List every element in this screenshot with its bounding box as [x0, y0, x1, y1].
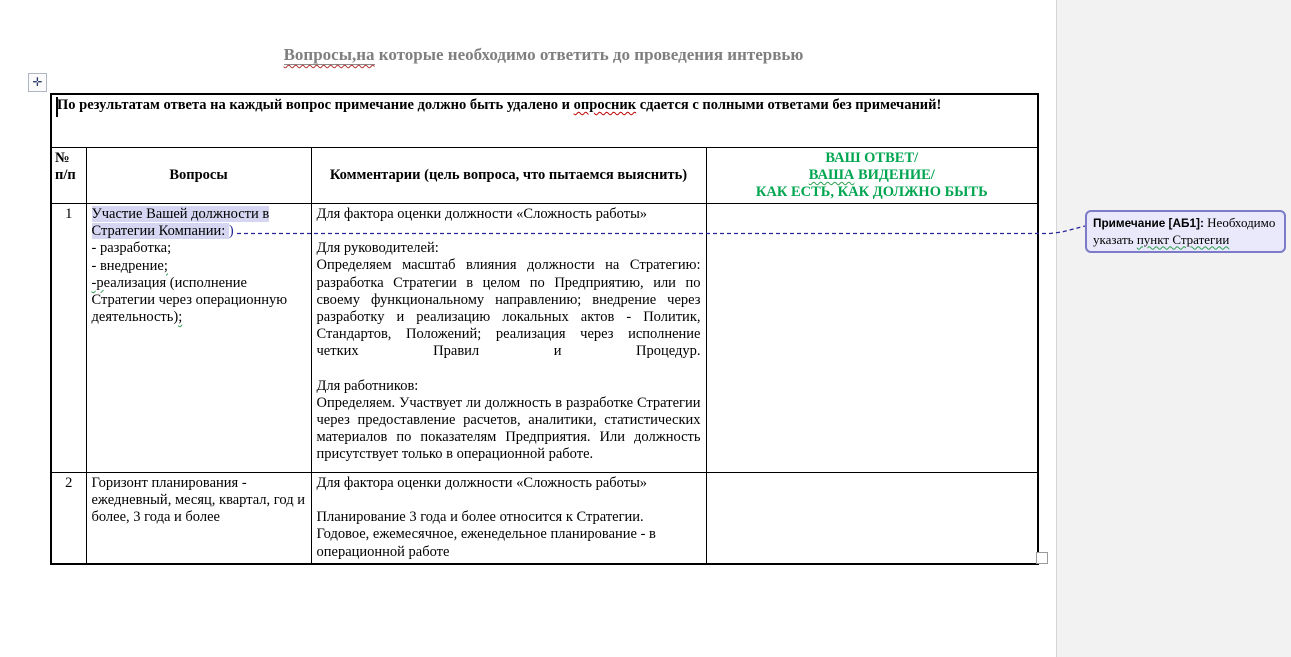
header-questions-cell[interactable]: Вопросы — [86, 148, 311, 204]
row1-comment-p2: Для руководителей: — [316, 240, 439, 257]
answer-flagged-word: ВАША — [808, 167, 855, 183]
blank-line — [317, 223, 701, 240]
row2-comment-p2: Планирование 3 года и более относится к Стратегии. — [316, 509, 644, 526]
row1-answer-cell[interactable] — [706, 204, 1038, 473]
comment-balloon-label: Примечание [АБ1]: — [1093, 216, 1204, 230]
row2-answer-cell[interactable] — [706, 473, 1038, 564]
row1-question-highlighted-line — [92, 206, 306, 240]
row2-number-cell[interactable]: 2 — [51, 473, 86, 564]
note-text-pre: По результатам ответа на каждый вопрос примечание должно быть удалено и — [57, 97, 574, 113]
comments-pane — [1056, 0, 1291, 657]
header-answer-line3: КАК ЕСТЬ, КАК ДОЛЖНО БЫТЬ — [755, 184, 988, 200]
row2-question-cell[interactable]: Горизонт планирования - ежедневный, месяц, квартал, год и более, 3 года и более — [86, 473, 311, 564]
comment-balloon-flagged-text: пункт Стратегии — [1136, 231, 1230, 247]
header-answer-cell[interactable] — [706, 148, 1038, 204]
row1-question-item3: -реализация (исполнение Стратегии через операционную деятельность); — [91, 274, 288, 326]
commented-text-highlight: Участие Вашей должности в Стратегии Компании: — [91, 206, 270, 240]
document-title[interactable] — [50, 45, 1037, 65]
blank-line — [317, 361, 701, 378]
row1-comment-p5: Определяем. Участвует ли должность в разработке Стратегии через предоставление расчетов, аналитики, статистических материалов по показателям Предприятия. Или должность присутствует только в операционной работе. — [316, 394, 701, 463]
row1-comment-p1: Для фактора оценки должности «Сложность работы» — [316, 206, 648, 222]
title-underlined-word: Вопросы,на — [283, 45, 375, 64]
header-num-line1: № — [55, 150, 70, 166]
table-move-handle[interactable] — [28, 73, 47, 92]
header-answer-line1: ВАШ ОТВЕТ/ — [825, 150, 919, 166]
title-rest: которые необходимо ответить до проведения интервью — [374, 45, 804, 64]
move-cross-icon: ✛ — [32, 75, 43, 89]
note-cell[interactable] — [51, 94, 1038, 148]
row2-comment-p3: Годовое, ежемесячное, еженедельное планирование - в операционной работе — [316, 526, 656, 560]
header-comments-cell[interactable]: Комментарии (цель вопроса, что пытаемся выяснить) — [311, 148, 706, 204]
row1-comment-p4: Для работников: — [316, 377, 419, 394]
blank-line — [317, 492, 701, 509]
row1-question-item2: - внедрение; — [91, 257, 168, 274]
comment-balloon[interactable] — [1085, 210, 1286, 253]
header-answer-line2: ВАША ВИДЕНИЕ/ — [808, 167, 935, 183]
questionnaire-table — [50, 93, 1039, 565]
header-row — [51, 148, 1038, 204]
table-resize-handle[interactable] — [1036, 552, 1048, 564]
note-text-post: сдается с полными ответами без примечаний! — [636, 97, 942, 113]
row1-question-cell[interactable] — [86, 204, 311, 473]
table-row — [51, 473, 1038, 564]
row2-comments-cell[interactable] — [311, 473, 706, 564]
note-misspelled-word: опросник — [573, 97, 637, 113]
comment-balloon-text: Необходимо указать — [1093, 215, 1276, 247]
row1-number-cell[interactable]: 1 — [51, 204, 86, 473]
table-row — [51, 204, 1038, 473]
comment-range-end: ) — [228, 223, 234, 240]
row2-comment-p1: Для фактора оценки должности «Сложность работы» — [316, 475, 648, 491]
row1-comment-p3: Определяем масштаб влияния должности на Стратегию: разработка Стратегии в целом по Предприятию, или по своему функциональному направлению; внедрение через разработку и реализацию локальных актов - Политик, Стандартов, Положений; реализация через исполнение четких Правил и Процедур. — [316, 257, 701, 360]
header-num-cell[interactable] — [51, 148, 86, 204]
row1-comments-cell[interactable] — [311, 204, 706, 473]
header-num-line2: п/п — [55, 167, 76, 183]
note-row — [51, 94, 1038, 148]
row1-question-item1: - разработка; — [91, 240, 172, 257]
